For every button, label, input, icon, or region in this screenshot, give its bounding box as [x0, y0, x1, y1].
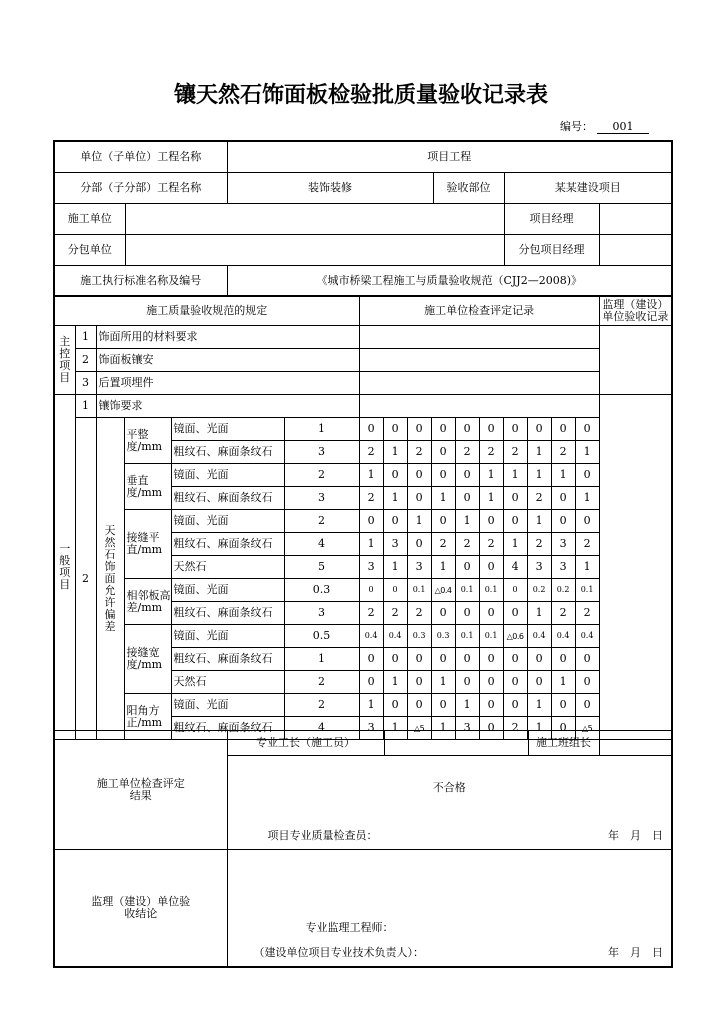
- measured-value[interactable]: 2: [527, 533, 551, 556]
- stone-type: 镜面、光面: [171, 464, 284, 487]
- measured-value[interactable]: 0: [359, 418, 383, 441]
- group-label: 接缝宽度/mm: [124, 625, 171, 694]
- allowed-deviation: 1: [284, 418, 359, 441]
- measured-value[interactable]: 0: [431, 694, 455, 717]
- deviation-row: [54, 579, 672, 602]
- group-label: 垂直度/mm: [124, 464, 171, 510]
- check-label: 施工单位检查评定结果: [54, 731, 227, 850]
- measured-value[interactable]: 0: [551, 694, 575, 717]
- form-title: 镶天然石饰面板检验批质量验收记录表: [173, 83, 548, 108]
- supervisor-cell[interactable]: [599, 326, 672, 395]
- measured-value[interactable]: 0: [383, 579, 407, 602]
- measured-value[interactable]: 3: [551, 556, 575, 579]
- warning-triangle-value: △0.4: [434, 585, 452, 595]
- footer-table: [53, 730, 673, 968]
- measured-value[interactable]: 0: [551, 648, 575, 671]
- measured-value[interactable]: 0: [503, 418, 527, 441]
- record-cell[interactable]: [359, 395, 599, 418]
- measured-value[interactable]: 0: [551, 418, 575, 441]
- measured-value[interactable]: 0: [383, 418, 407, 441]
- measured-value[interactable]: 1: [383, 441, 407, 464]
- inspection-table: [53, 295, 673, 740]
- allowed-deviation: 1: [284, 648, 359, 671]
- measured-value[interactable]: 0.1: [575, 579, 599, 602]
- engineer-label: 专业监理工程师：: [305, 921, 394, 934]
- warning-triangle-value: △5: [413, 723, 425, 733]
- measured-value[interactable]: 0: [479, 556, 503, 579]
- stone-type: 镜面、光面: [171, 418, 284, 441]
- measured-value[interactable]: 3: [407, 556, 431, 579]
- item-text: 镶饰要求: [96, 395, 359, 418]
- measured-value[interactable]: 0.4: [551, 625, 575, 648]
- item-no: 3: [75, 372, 96, 395]
- measured-value[interactable]: 0: [503, 487, 527, 510]
- measured-value[interactable]: 0: [383, 648, 407, 671]
- measured-value[interactable]: 0: [407, 533, 431, 556]
- measured-value[interactable]: 0: [575, 418, 599, 441]
- measured-value[interactable]: 1: [431, 717, 455, 740]
- measured-value[interactable]: 0: [551, 510, 575, 533]
- allowed-deviation: 5: [284, 556, 359, 579]
- supervisor-header: 监理（建设）单位验收记录: [599, 296, 672, 326]
- stone-type: 天然石: [171, 556, 284, 579]
- group-label: 接缝平直/mm: [124, 510, 171, 579]
- measured-value[interactable]: 2: [479, 533, 503, 556]
- sub-value[interactable]: 装饰装修: [227, 173, 433, 204]
- measured-value[interactable]: 2: [479, 441, 503, 464]
- measured-value[interactable]: 0: [407, 671, 431, 694]
- check-result: 不合格: [432, 781, 466, 795]
- record-cell[interactable]: [359, 326, 599, 349]
- measured-value[interactable]: 0: [431, 464, 455, 487]
- measured-value[interactable]: 0: [575, 464, 599, 487]
- item-text: 后置项埋件: [96, 372, 359, 395]
- measured-value[interactable]: 0: [407, 694, 431, 717]
- measured-value[interactable]: 0.4: [359, 625, 383, 648]
- item-no: 1: [75, 326, 96, 349]
- item2-label: 天然石饰面允许偏差: [96, 418, 124, 740]
- measured-value[interactable]: 1: [359, 694, 383, 717]
- measured-value[interactable]: 2: [503, 441, 527, 464]
- general-label: 一般项目: [54, 395, 75, 740]
- form-code: [560, 118, 649, 134]
- measured-value[interactable]: 1: [359, 533, 383, 556]
- warning-triangle-value: △5: [581, 723, 593, 733]
- allowed-deviation: 3: [284, 602, 359, 625]
- measured-value[interactable]: 0: [527, 671, 551, 694]
- measured-value[interactable]: 0: [431, 648, 455, 671]
- measured-value[interactable]: 0: [359, 579, 383, 602]
- foreman-value[interactable]: [384, 731, 528, 756]
- measured-value[interactable]: 0: [359, 510, 383, 533]
- measured-value[interactable]: 0: [479, 648, 503, 671]
- measured-value[interactable]: 1: [431, 671, 455, 694]
- measured-value[interactable]: 0: [479, 671, 503, 694]
- measured-value[interactable]: 0: [575, 671, 599, 694]
- warning-triangle-value: △0.6: [506, 631, 524, 641]
- allowed-deviation: 2: [284, 671, 359, 694]
- project-info-table: [53, 140, 673, 297]
- measured-value[interactable]: 1: [479, 487, 503, 510]
- measured-value[interactable]: 1: [455, 510, 479, 533]
- measured-value[interactable]: 0.1: [479, 625, 503, 648]
- measured-value[interactable]: 0.1: [455, 579, 479, 602]
- measured-value[interactable]: 0: [503, 510, 527, 533]
- team-leader-value[interactable]: [599, 731, 672, 756]
- part-label: 验收部位: [433, 173, 504, 204]
- measured-value[interactable]: 2: [503, 717, 527, 740]
- measured-value[interactable]: 3: [383, 533, 407, 556]
- deviation-row: [54, 625, 672, 648]
- measured-value[interactable]: 0: [431, 510, 455, 533]
- measured-value[interactable]: 1: [383, 671, 407, 694]
- allowed-deviation: 0.5: [284, 625, 359, 648]
- item-text: 饰面板镶安: [96, 349, 359, 372]
- measured-value[interactable]: 1: [479, 464, 503, 487]
- standard-value[interactable]: 《城市桥梁工程施工与质量验收规范（CJJ2—2008)》: [227, 266, 672, 297]
- measured-value[interactable]: 0: [383, 464, 407, 487]
- measured-value[interactable]: 1: [383, 717, 407, 740]
- allowed-deviation: 4: [284, 717, 359, 740]
- measured-value[interactable]: 0: [479, 694, 503, 717]
- measured-value[interactable]: 3: [551, 533, 575, 556]
- measured-value[interactable]: 1: [575, 441, 599, 464]
- record-cell[interactable]: [359, 372, 599, 395]
- measured-value[interactable]: 1: [551, 671, 575, 694]
- measured-value[interactable]: 1: [527, 602, 551, 625]
- record-cell[interactable]: [359, 349, 599, 372]
- measured-value[interactable]: 1: [431, 556, 455, 579]
- item-no: 2: [75, 349, 96, 372]
- stone-type: 粗纹石、麻面条纹石: [171, 648, 284, 671]
- supervisor-date: 年 月 日: [608, 946, 663, 959]
- measured-value[interactable]: 2: [551, 441, 575, 464]
- measured-value[interactable]: 0: [359, 671, 383, 694]
- code-value: 001: [597, 120, 649, 134]
- stone-type: 天然石: [171, 671, 284, 694]
- measured-value[interactable]: 1: [503, 464, 527, 487]
- subcontractor-label: 分包单位: [54, 235, 125, 266]
- code-label: 编号：: [560, 120, 593, 133]
- measured-value[interactable]: 0: [575, 510, 599, 533]
- measured-value[interactable]: 0: [407, 418, 431, 441]
- group-label: 平整度/mm: [124, 418, 171, 464]
- sub-pm-value[interactable]: [599, 235, 672, 266]
- measured-value[interactable]: 0: [431, 602, 455, 625]
- measured-value[interactable]: 1: [455, 694, 479, 717]
- measured-value[interactable]: 0: [455, 418, 479, 441]
- supervisor-result-cell[interactable]: [227, 850, 672, 968]
- measured-value[interactable]: 2: [575, 533, 599, 556]
- measured-value[interactable]: 0: [503, 579, 527, 602]
- item-no: 1: [75, 395, 96, 418]
- measured-value[interactable]: 1: [575, 556, 599, 579]
- main-control-label: 主控项目: [54, 326, 75, 395]
- allowed-deviation: 3: [284, 441, 359, 464]
- measured-value[interactable]: 0: [503, 648, 527, 671]
- allowed-deviation: 2: [284, 464, 359, 487]
- stone-type: 粗纹石、麻面条纹石: [171, 487, 284, 510]
- unit-label: 单位（子单位）工程名称: [54, 141, 227, 173]
- stone-type: 粗纹石、麻面条纹石: [171, 602, 284, 625]
- measured-value[interactable]: 0.4: [383, 625, 407, 648]
- measured-value[interactable]: 0: [431, 441, 455, 464]
- item-no: 2: [75, 418, 96, 740]
- measured-value[interactable]: 0: [479, 717, 503, 740]
- measured-value[interactable]: 0: [359, 648, 383, 671]
- supervisor-cell[interactable]: [599, 395, 672, 740]
- measured-value[interactable]: 2: [575, 602, 599, 625]
- measured-value[interactable]: 1: [503, 533, 527, 556]
- measured-value[interactable]: 1: [527, 464, 551, 487]
- measured-value[interactable]: 2: [359, 487, 383, 510]
- deviation-row: [54, 510, 672, 533]
- measured-value[interactable]: 1: [359, 464, 383, 487]
- check-date: 年 月 日: [608, 829, 663, 842]
- measured-value[interactable]: 2: [383, 602, 407, 625]
- foreman-label: 专业工长（施工员）: [227, 731, 384, 756]
- measured-value[interactable]: 0: [479, 418, 503, 441]
- measured-value[interactable]: 1: [383, 556, 407, 579]
- measured-value[interactable]: 1: [527, 510, 551, 533]
- measured-value[interactable]: 1: [383, 487, 407, 510]
- measured-value[interactable]: 0: [503, 602, 527, 625]
- stone-type: 粗纹石、麻面条纹石: [171, 441, 284, 464]
- measured-value[interactable]: 0.3: [431, 625, 455, 648]
- measured-value[interactable]: 0: [455, 487, 479, 510]
- measured-value[interactable]: 1: [527, 694, 551, 717]
- measured-value[interactable]: 1: [527, 717, 551, 740]
- measured-value[interactable]: 0: [407, 487, 431, 510]
- measured-value[interactable]: 1: [431, 487, 455, 510]
- measured-value[interactable]: 3: [527, 556, 551, 579]
- measured-value[interactable]: 0: [383, 510, 407, 533]
- measured-value[interactable]: 2: [527, 487, 551, 510]
- measured-value[interactable]: 2: [359, 602, 383, 625]
- measured-value[interactable]: 0: [479, 510, 503, 533]
- deviation-row: [54, 418, 672, 441]
- measured-value[interactable]: 0: [527, 648, 551, 671]
- check-result-cell[interactable]: [227, 756, 672, 850]
- measured-value[interactable]: 0: [527, 418, 551, 441]
- supervisor-label: 监理（建设）单位验收结论: [54, 850, 227, 968]
- part-value[interactable]: 某某建设项目: [504, 173, 672, 204]
- measured-value[interactable]: 0: [575, 694, 599, 717]
- stone-type: 镜面、光面: [171, 510, 284, 533]
- allowed-deviation: 3: [284, 487, 359, 510]
- allowed-deviation: 2: [284, 694, 359, 717]
- group-label: 相邻板高差/mm: [124, 579, 171, 625]
- measured-value[interactable]: 0: [383, 694, 407, 717]
- measured-value[interactable]: 0: [455, 648, 479, 671]
- group-label: 阳角方正/mm: [124, 694, 171, 740]
- measured-value[interactable]: 0: [503, 694, 527, 717]
- measured-value[interactable]: 0: [551, 717, 575, 740]
- measured-value[interactable]: 2: [551, 602, 575, 625]
- measured-value[interactable]: 0: [503, 671, 527, 694]
- measured-value[interactable]: 4: [503, 556, 527, 579]
- measured-value[interactable]: 2: [407, 441, 431, 464]
- measured-value[interactable]: 0.2: [551, 579, 575, 602]
- measured-value[interactable]: 0: [479, 602, 503, 625]
- measured-value[interactable]: 1: [575, 487, 599, 510]
- measured-value[interactable]: 1: [527, 441, 551, 464]
- measured-value[interactable]: 0: [455, 671, 479, 694]
- team-leader-label: 施工班组长: [528, 731, 599, 756]
- allowed-deviation: 0.3: [284, 579, 359, 602]
- pm-value[interactable]: [599, 204, 672, 235]
- measured-value[interactable]: 2: [359, 441, 383, 464]
- pm-label: 项目经理: [504, 204, 599, 235]
- measured-value[interactable]: 0: [551, 487, 575, 510]
- measured-value[interactable]: 0: [575, 648, 599, 671]
- measured-value[interactable]: 0.2: [527, 579, 551, 602]
- standard-label: 施工执行标准名称及编号: [54, 266, 227, 297]
- stone-type: 镜面、光面: [171, 579, 284, 602]
- stone-type: 粗纹石、麻面条纹石: [171, 717, 284, 740]
- stone-type: 镜面、光面: [171, 694, 284, 717]
- measured-value-exceeded[interactable]: [503, 625, 527, 648]
- measured-value[interactable]: 2: [407, 602, 431, 625]
- measured-value[interactable]: 2: [455, 533, 479, 556]
- constructor-label: 施工单位: [54, 204, 125, 235]
- measured-value[interactable]: 0.1: [479, 579, 503, 602]
- measured-value-exceeded[interactable]: [431, 579, 455, 602]
- measured-value[interactable]: 3: [359, 717, 383, 740]
- measured-value[interactable]: 0: [455, 602, 479, 625]
- unit-value[interactable]: 项目工程: [227, 141, 672, 173]
- stone-type: 镜面、光面: [171, 625, 284, 648]
- measured-value[interactable]: 3: [359, 556, 383, 579]
- measured-value[interactable]: 0.1: [407, 579, 431, 602]
- measured-value[interactable]: 0.1: [455, 625, 479, 648]
- deviation-row: [54, 694, 672, 717]
- measured-value[interactable]: 1: [551, 464, 575, 487]
- measured-value[interactable]: 0: [431, 418, 455, 441]
- measured-value[interactable]: 0.3: [407, 625, 431, 648]
- measured-value[interactable]: 0: [455, 556, 479, 579]
- inspector-label: 项目专业质量检查员：: [267, 829, 378, 842]
- measured-value[interactable]: 2: [455, 441, 479, 464]
- item-text: 饰面所用的材料要求: [96, 326, 359, 349]
- measured-value[interactable]: 3: [455, 717, 479, 740]
- allowed-deviation: 4: [284, 533, 359, 556]
- owner-label: （建设单位项目专业技术负责人）：: [253, 946, 424, 959]
- spec-header: 施工质量验收规范的规定: [54, 296, 359, 326]
- stone-type: 粗纹石、麻面条纹石: [171, 533, 284, 556]
- measured-value[interactable]: 0: [407, 648, 431, 671]
- measured-value[interactable]: 0: [407, 464, 431, 487]
- measured-value[interactable]: 0.4: [575, 625, 599, 648]
- measured-value[interactable]: 0.4: [527, 625, 551, 648]
- sub-pm-label: 分包项目经理: [504, 235, 599, 266]
- allowed-deviation: 2: [284, 510, 359, 533]
- measured-value[interactable]: 2: [431, 533, 455, 556]
- measured-value[interactable]: 0: [455, 464, 479, 487]
- deviation-row: [54, 464, 672, 487]
- record-header: 施工单位检查评定记录: [359, 296, 599, 326]
- subcontractor-value[interactable]: [125, 235, 504, 266]
- constructor-value[interactable]: [125, 204, 504, 235]
- sub-label: 分部（子分部）工程名称: [54, 173, 227, 204]
- measured-value[interactable]: 1: [407, 510, 431, 533]
